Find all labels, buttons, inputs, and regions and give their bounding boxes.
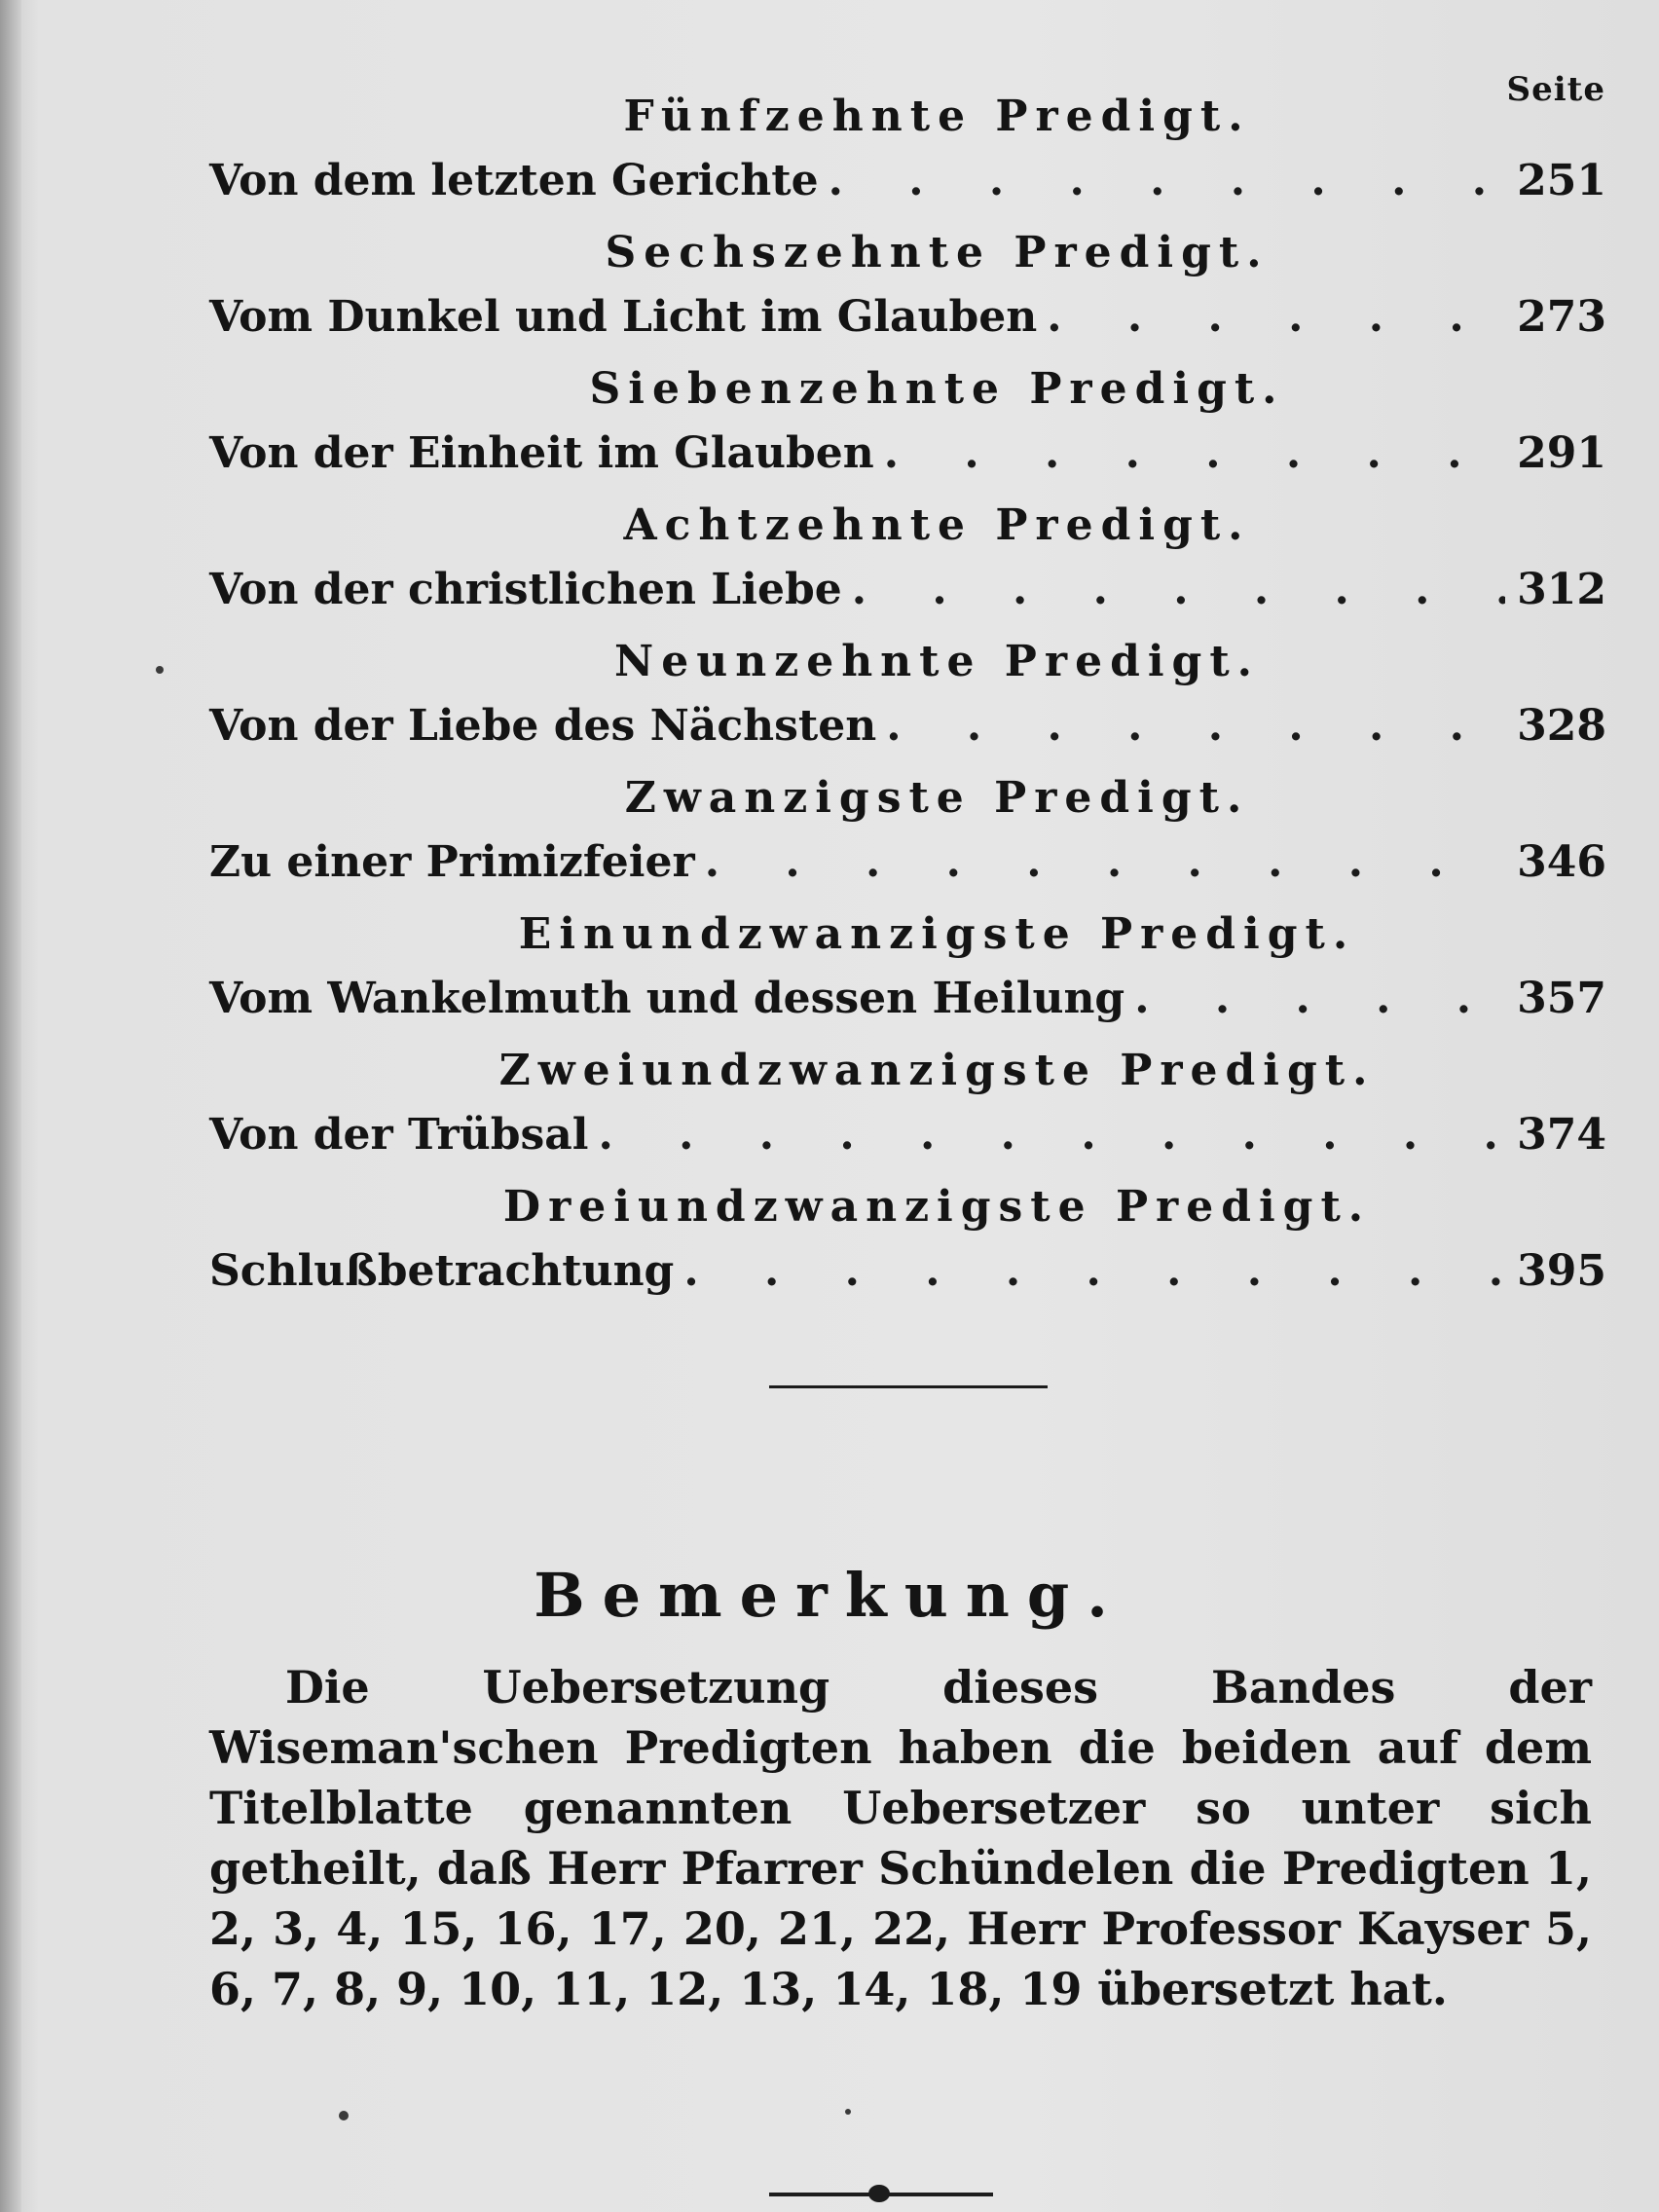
toc-section	[209, 1040, 1606, 1176]
toc-entry	[209, 421, 1606, 487]
entry-page-number: 395	[1517, 1246, 1606, 1296]
sermon-heading: Neunzehnte Predigt.	[614, 637, 1260, 686]
toc-entry	[209, 830, 1606, 896]
entry-page-number: 357	[1517, 974, 1606, 1023]
entry-title: Vom Wankelmuth und dessen Heilung	[209, 974, 1125, 1023]
dot-leader	[1047, 284, 1505, 350]
entry-page-number: 251	[1517, 156, 1606, 205]
dot-leader	[683, 1238, 1505, 1305]
page-column-label: Seite	[1506, 70, 1605, 109]
toc-section	[209, 222, 1606, 358]
paper-speck	[845, 2109, 851, 2115]
sermon-heading: Sechszehnte Predigt.	[605, 228, 1270, 277]
sermon-heading: Zweiundzwanzigste Predigt.	[498, 1046, 1376, 1095]
dot-leader	[886, 693, 1505, 759]
sermon-heading: Zwanzigste Predigt.	[624, 773, 1250, 823]
toc-section	[209, 495, 1606, 631]
toc-section	[209, 631, 1606, 767]
binding-shadow	[0, 0, 21, 2212]
paper-speck	[339, 2111, 349, 2120]
entry-page-number: 328	[1517, 701, 1606, 751]
toc-entry	[209, 693, 1606, 759]
entry-title: Von der Liebe des Nächsten	[209, 701, 877, 751]
toc-section	[209, 86, 1606, 222]
dot-leader	[852, 557, 1505, 623]
dot-leader	[705, 830, 1505, 896]
dot-leader	[1134, 966, 1505, 1032]
toc-section	[209, 358, 1606, 495]
toc-entry	[209, 966, 1606, 1032]
ornament-dot	[868, 2185, 890, 2202]
entry-title: Von dem letzten Gerichte	[209, 156, 819, 205]
toc-entry	[209, 284, 1606, 350]
sermon-heading: Siebenzehnte Predigt.	[589, 364, 1285, 414]
entry-title: Von der Trübsal	[209, 1110, 589, 1160]
toc-section	[209, 767, 1606, 903]
entry-page-number: 291	[1517, 428, 1606, 478]
paper-speck	[156, 666, 164, 674]
remark-title: Bemerkung.	[534, 1560, 1125, 1631]
entry-title: Schlußbetrachtung	[209, 1246, 675, 1296]
entry-title: Vom Dunkel und Licht im Glauben	[209, 292, 1038, 342]
entry-title: Von der Einheit im Glauben	[209, 428, 874, 478]
entry-page-number: 346	[1517, 837, 1606, 887]
sermon-heading: Achtzehnte Predigt.	[623, 500, 1251, 550]
sermon-heading: Dreiundzwanzigste Predigt.	[502, 1182, 1372, 1232]
toc-entry	[209, 1238, 1606, 1305]
toc-entry	[209, 557, 1606, 623]
entry-page-number: 312	[1517, 565, 1606, 614]
remark-paragraph: Die Uebersetzung dieses Bandes der Wiseman'schen Predigten haben die beiden auf dem Titelblatte genannten Uebersetzer so unter sich getheilt, daß Herr Pfarrer Schündelen die Predigten 1, 2, 3, 4, 15, 16, 17, 20, 21, 22, Herr Professor Kayser 5, 6, 7, 8, 9, 10, 11, 12, 13, 14, 18, 19 übersetzt hat.	[209, 1661, 1592, 2015]
toc-section	[209, 903, 1606, 1040]
toc-entry	[209, 148, 1606, 214]
entry-title: Von der christlichen Liebe	[209, 565, 842, 614]
entry-page-number: 273	[1517, 292, 1606, 342]
dot-leader	[599, 1102, 1506, 1168]
sermon-heading: Fünfzehnte Predigt.	[623, 92, 1251, 141]
entry-page-number: 374	[1517, 1110, 1606, 1160]
dot-leader	[829, 148, 1506, 214]
dot-leader	[884, 421, 1505, 487]
toc-section	[209, 1176, 1606, 1312]
entry-title: Zu einer Primizfeier	[209, 837, 695, 887]
sermon-heading: Einundzwanzigste Predigt.	[518, 909, 1356, 959]
table-of-contents	[209, 86, 1606, 1312]
toc-entry	[209, 1102, 1606, 1168]
section-divider	[769, 1385, 1048, 1388]
